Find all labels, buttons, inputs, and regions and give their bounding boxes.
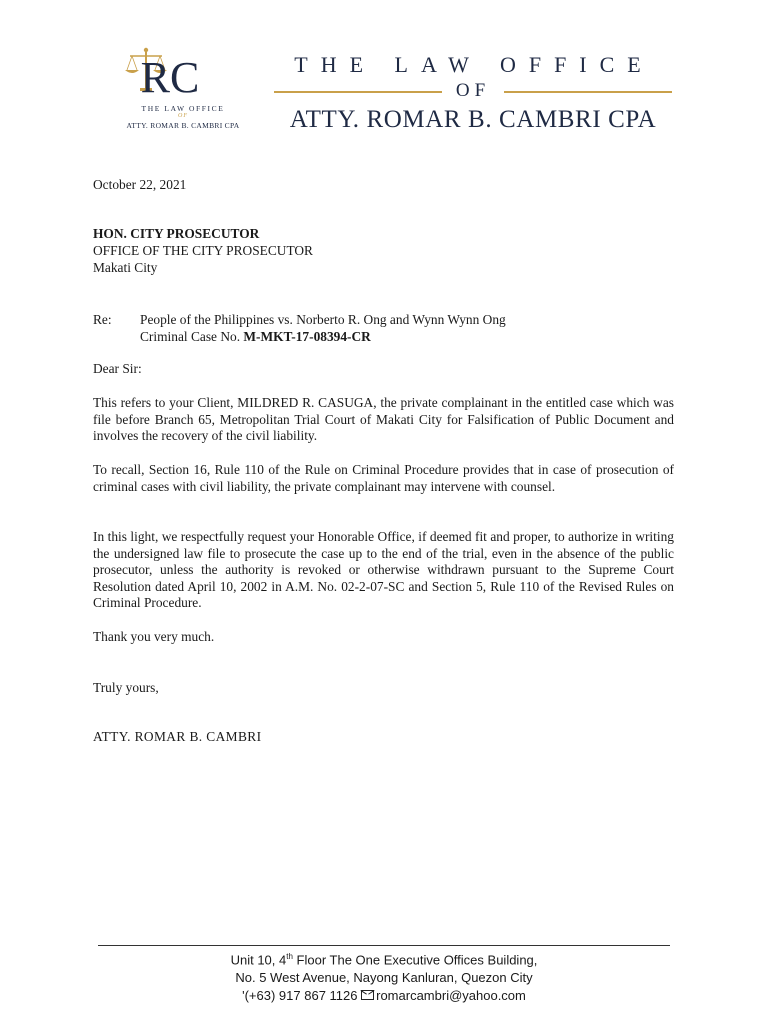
letterhead-title-line1: THE LAW OFFICE <box>294 52 654 77</box>
addressee-city: Makati City <box>93 260 158 275</box>
footer-building: Floor The One Executive Offices Building, <box>292 952 538 968</box>
closing: Truly yours, <box>93 680 159 695</box>
law-office-logo <box>108 44 258 134</box>
footer-divider <box>98 945 670 946</box>
addressee-name: HON. CITY PROSECUTOR <box>93 226 260 241</box>
gold-rule-right <box>504 91 672 93</box>
addressee-office: OFFICE OF THE CITY PROSECUTOR <box>93 243 313 258</box>
letter-date: October 22, 2021 <box>93 177 187 192</box>
body-paragraph-2: To recall, Section 16, Rule 110 of the Rule on Criminal Procedure provides that in case of prosecution of criminal cases with civil liability, the private complainant may intervene with counsel. <box>93 462 674 494</box>
re-case-prefix: Criminal Case No. <box>140 328 244 344</box>
footer-address <box>98 948 670 1005</box>
signatory: ATTY. ROMAR B. CAMBRI <box>93 729 262 744</box>
re-subject <box>140 312 506 345</box>
logo-monogram: RC <box>140 53 200 102</box>
salutation: Dear Sir: <box>93 361 142 376</box>
body-paragraph-3: In this light, we respectfully request your Honorable Office, if deemed fit and proper, to authorize in writing the undersigned law file to prosecute the case up to the end of the trial, even in the absence of the public prosecutor, unless the authority is revoked or otherwise withdrawn pursuant to the Supreme Court Resolution dated April 10, 2002 in A.M. No. 02-2-07-SC and Section 5, Rule 110 of the Revised Rules on Criminal Procedure. <box>93 529 674 611</box>
logo-text-line1: THE LAW OFFICE <box>141 104 225 113</box>
re-line1: People of the Philippines vs. Norberto R. Ong and Wynn Wynn Ong <box>140 312 506 327</box>
footer-phone: '(+63) 917 867 1126 <box>242 988 358 1004</box>
re-label: Re: <box>93 312 112 327</box>
case-number: M-MKT-17-08394-CR <box>243 328 371 344</box>
letterhead-of: OF <box>455 80 491 101</box>
body-paragraph-1: This refers to your Client, MILDRED R. CASUGA, the private complainant in the entitled case which was file before Branch 65, Metropolitan Trial Court of Makati City for Falsification of Public Document and involves the recovery of the civil liability. <box>93 395 674 444</box>
re-line2 <box>140 329 506 346</box>
footer-ordinal: th <box>286 952 293 961</box>
mail-icon <box>361 990 374 1000</box>
letterhead-title-line2: ATTY. ROMAR B. CAMBRI CPA <box>289 106 657 133</box>
body-paragraph-4: Thank you very much. <box>93 629 215 644</box>
letterhead-of-divider <box>274 80 672 102</box>
footer-line1 <box>98 948 670 969</box>
logo-text-line2: OF <box>178 113 188 119</box>
logo-text-line3: ATTY. ROMAR B. CAMBRI CPA <box>126 121 240 130</box>
scales-monogram-icon <box>108 44 258 104</box>
footer-email[interactable]: romarcambri@yahoo.com <box>376 988 526 1004</box>
footer-line2: No. 5 West Avenue, Nayong Kanluran, Quezon City <box>235 970 533 986</box>
footer-unit: Unit 10, 4 <box>230 952 287 968</box>
footer-line3 <box>98 987 670 1005</box>
